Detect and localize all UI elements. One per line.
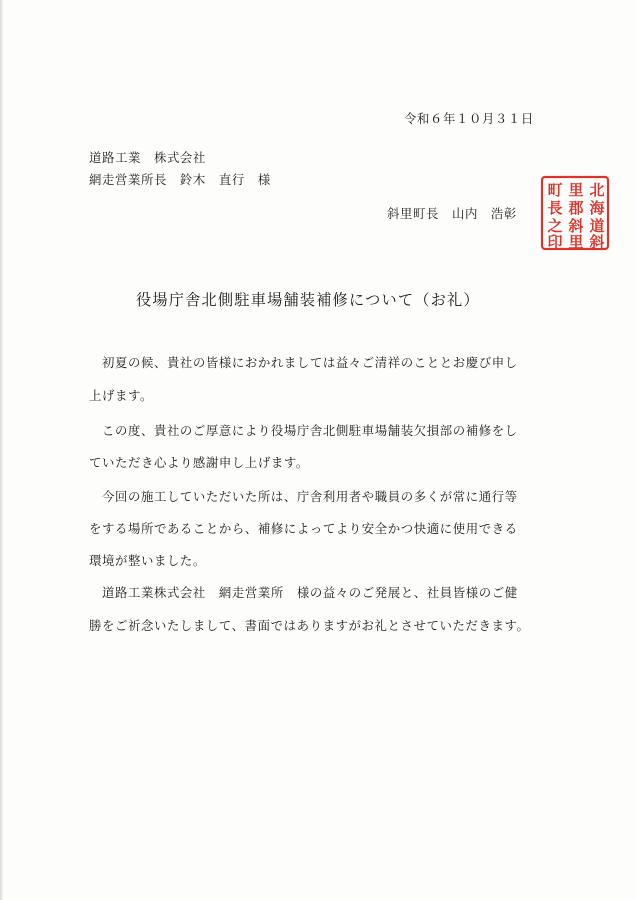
- svg-text:之: 之: [547, 217, 563, 235]
- svg-text:長: 長: [547, 199, 563, 217]
- body-line: この度、貴社のご厚意により役場庁舎北側駐車場舗装欠損部の補修をし: [89, 423, 518, 438]
- svg-text:郡: 郡: [568, 199, 584, 217]
- svg-text:斜: 斜: [568, 217, 584, 235]
- body-line: 勝をご祈念いたしまして、書面ではありますがお礼とさせていただきます。: [89, 618, 530, 633]
- svg-text:北: 北: [589, 181, 605, 199]
- svg-text:道: 道: [589, 217, 605, 235]
- sender-name: 斜里町長 山内 浩彰: [387, 206, 517, 221]
- official-seal-stamp: [539, 175, 611, 251]
- recipient-company: 道路工業 株式会社: [89, 150, 206, 165]
- svg-text:里: 里: [568, 233, 584, 251]
- body-line: 環境が整いました。: [89, 553, 206, 568]
- body-line: 上げます。: [89, 388, 153, 403]
- svg-text:斜: 斜: [589, 233, 605, 251]
- svg-text:海: 海: [589, 199, 605, 217]
- scan-edge: [0, 0, 3, 900]
- svg-text:里: 里: [568, 181, 584, 199]
- body-line: 道路工業株式会社 網走営業所 様の益々のご発展と、社員皆様のご健: [89, 585, 518, 600]
- body-line: ていただき心より感謝申し上げます。: [89, 455, 309, 470]
- svg-text:印: 印: [547, 233, 563, 251]
- svg-text:町: 町: [547, 181, 563, 199]
- body-line: をする場所であることから、補修によってより安全かつ快適に使用できる: [89, 521, 518, 536]
- body-line: 今回の施工していただいた所は、庁舎利用者や職員の多くが常に通行等: [89, 489, 518, 504]
- body-line: 初夏の候、貴社の皆様におかれましては益々ご清祥のこととお慶び申し: [89, 355, 518, 370]
- letter-title: 役場庁舎北側駐車場舗装補修について（お礼）: [136, 291, 480, 309]
- letter-date: 令和６年１０月３１日: [404, 111, 534, 126]
- recipient-person: 網走営業所長 鈴木 直行 様: [89, 172, 271, 187]
